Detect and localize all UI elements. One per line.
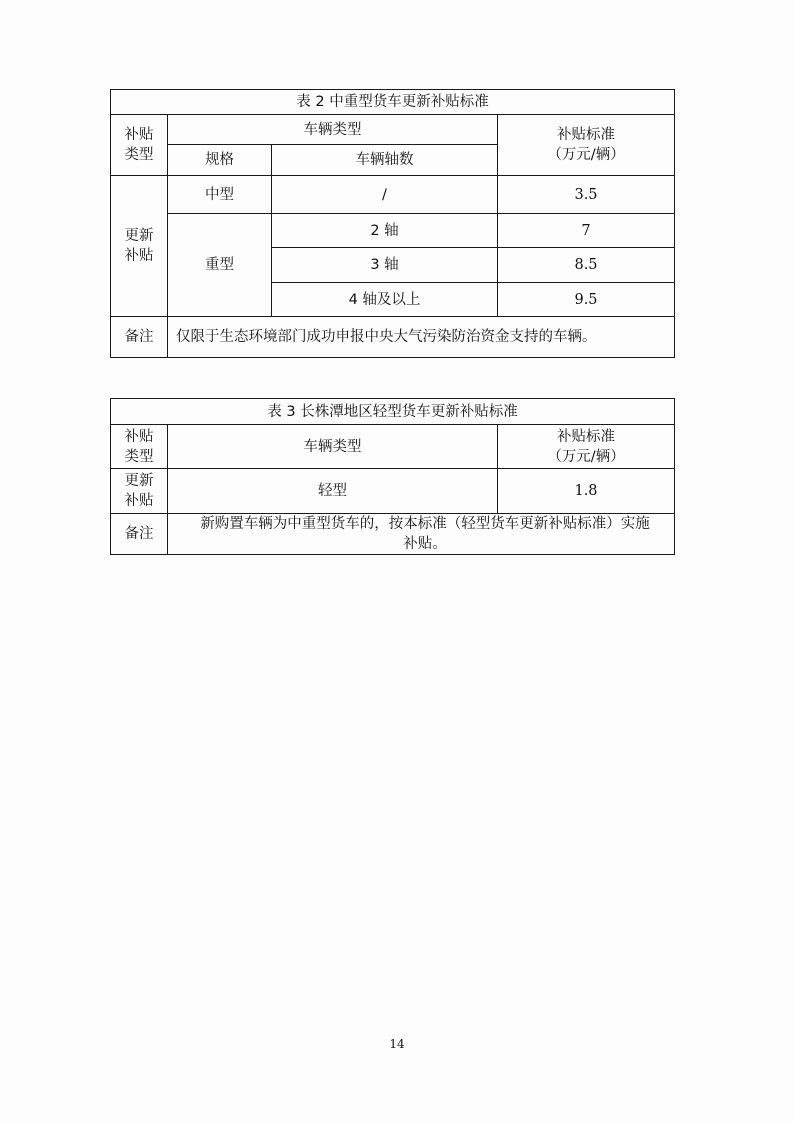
- table-3-note-label: 备注: [111, 514, 168, 555]
- table-3-cell-value: 1.8: [498, 469, 675, 514]
- table-3-header-subsidy-type: 补贴 类型: [111, 425, 168, 469]
- table-2-cell-axles: 2 轴: [272, 214, 498, 248]
- table-2-cell-value: 8.5: [498, 248, 675, 283]
- table-2-cell-value: 9.5: [498, 283, 675, 317]
- table-2-header-standard: 补贴标准 （万元/辆）: [498, 115, 675, 176]
- table-2-header-subsidy-type: 补贴 类型: [111, 115, 168, 176]
- table-row: [111, 514, 675, 555]
- table-2-cell-spec: 中型: [168, 176, 272, 214]
- table-row: [111, 317, 675, 358]
- table-2-cell-value: 3.5: [498, 176, 675, 214]
- table-3-note-text: 新购置车辆为中重型货车的，按本标准（轻型货车更新补贴标准）实施 补贴。: [168, 514, 675, 555]
- table-2-cell-value: 7: [498, 214, 675, 248]
- page-number: 14: [389, 1037, 405, 1051]
- table-2-subheader-spec: 规格: [168, 145, 272, 176]
- table-2-note-label: 备注: [111, 317, 168, 358]
- table-3-header-standard: 补贴标准 （万元/辆）: [498, 425, 675, 469]
- table-2-cell-axles: 4 轴及以上: [272, 283, 498, 317]
- table-row: [111, 469, 675, 514]
- table-2-cell-axles: /: [272, 176, 498, 214]
- table-2-row-group-label: 更新 补贴: [111, 176, 168, 317]
- table-2-caption: 表 2 中重型货车更新补贴标准: [111, 90, 675, 115]
- table-row: [111, 176, 675, 214]
- table-3-row-label: 更新 补贴: [111, 469, 168, 514]
- table-2-subheader-axles: 车辆轴数: [272, 145, 498, 176]
- table-3-header-vehicle-type: 车辆类型: [168, 425, 498, 469]
- table-2-header-vehicle-type: 车辆类型: [168, 115, 498, 145]
- table-2-note-text: 仅限于生态环境部门成功申报中央大气污染防治资金支持的车辆。: [168, 317, 675, 358]
- table-2-cell-axles: 3 轴: [272, 248, 498, 283]
- table-2-cell-spec: 重型: [168, 214, 272, 317]
- table-3-cell-vehicle: 轻型: [168, 469, 498, 514]
- table-2-medium-heavy-truck-subsidy: [110, 89, 675, 358]
- table-3-caption: 表 3 长株潭地区轻型货车更新补贴标准: [111, 399, 675, 425]
- table-row: [111, 214, 675, 248]
- table-3-light-truck-subsidy: [110, 398, 675, 555]
